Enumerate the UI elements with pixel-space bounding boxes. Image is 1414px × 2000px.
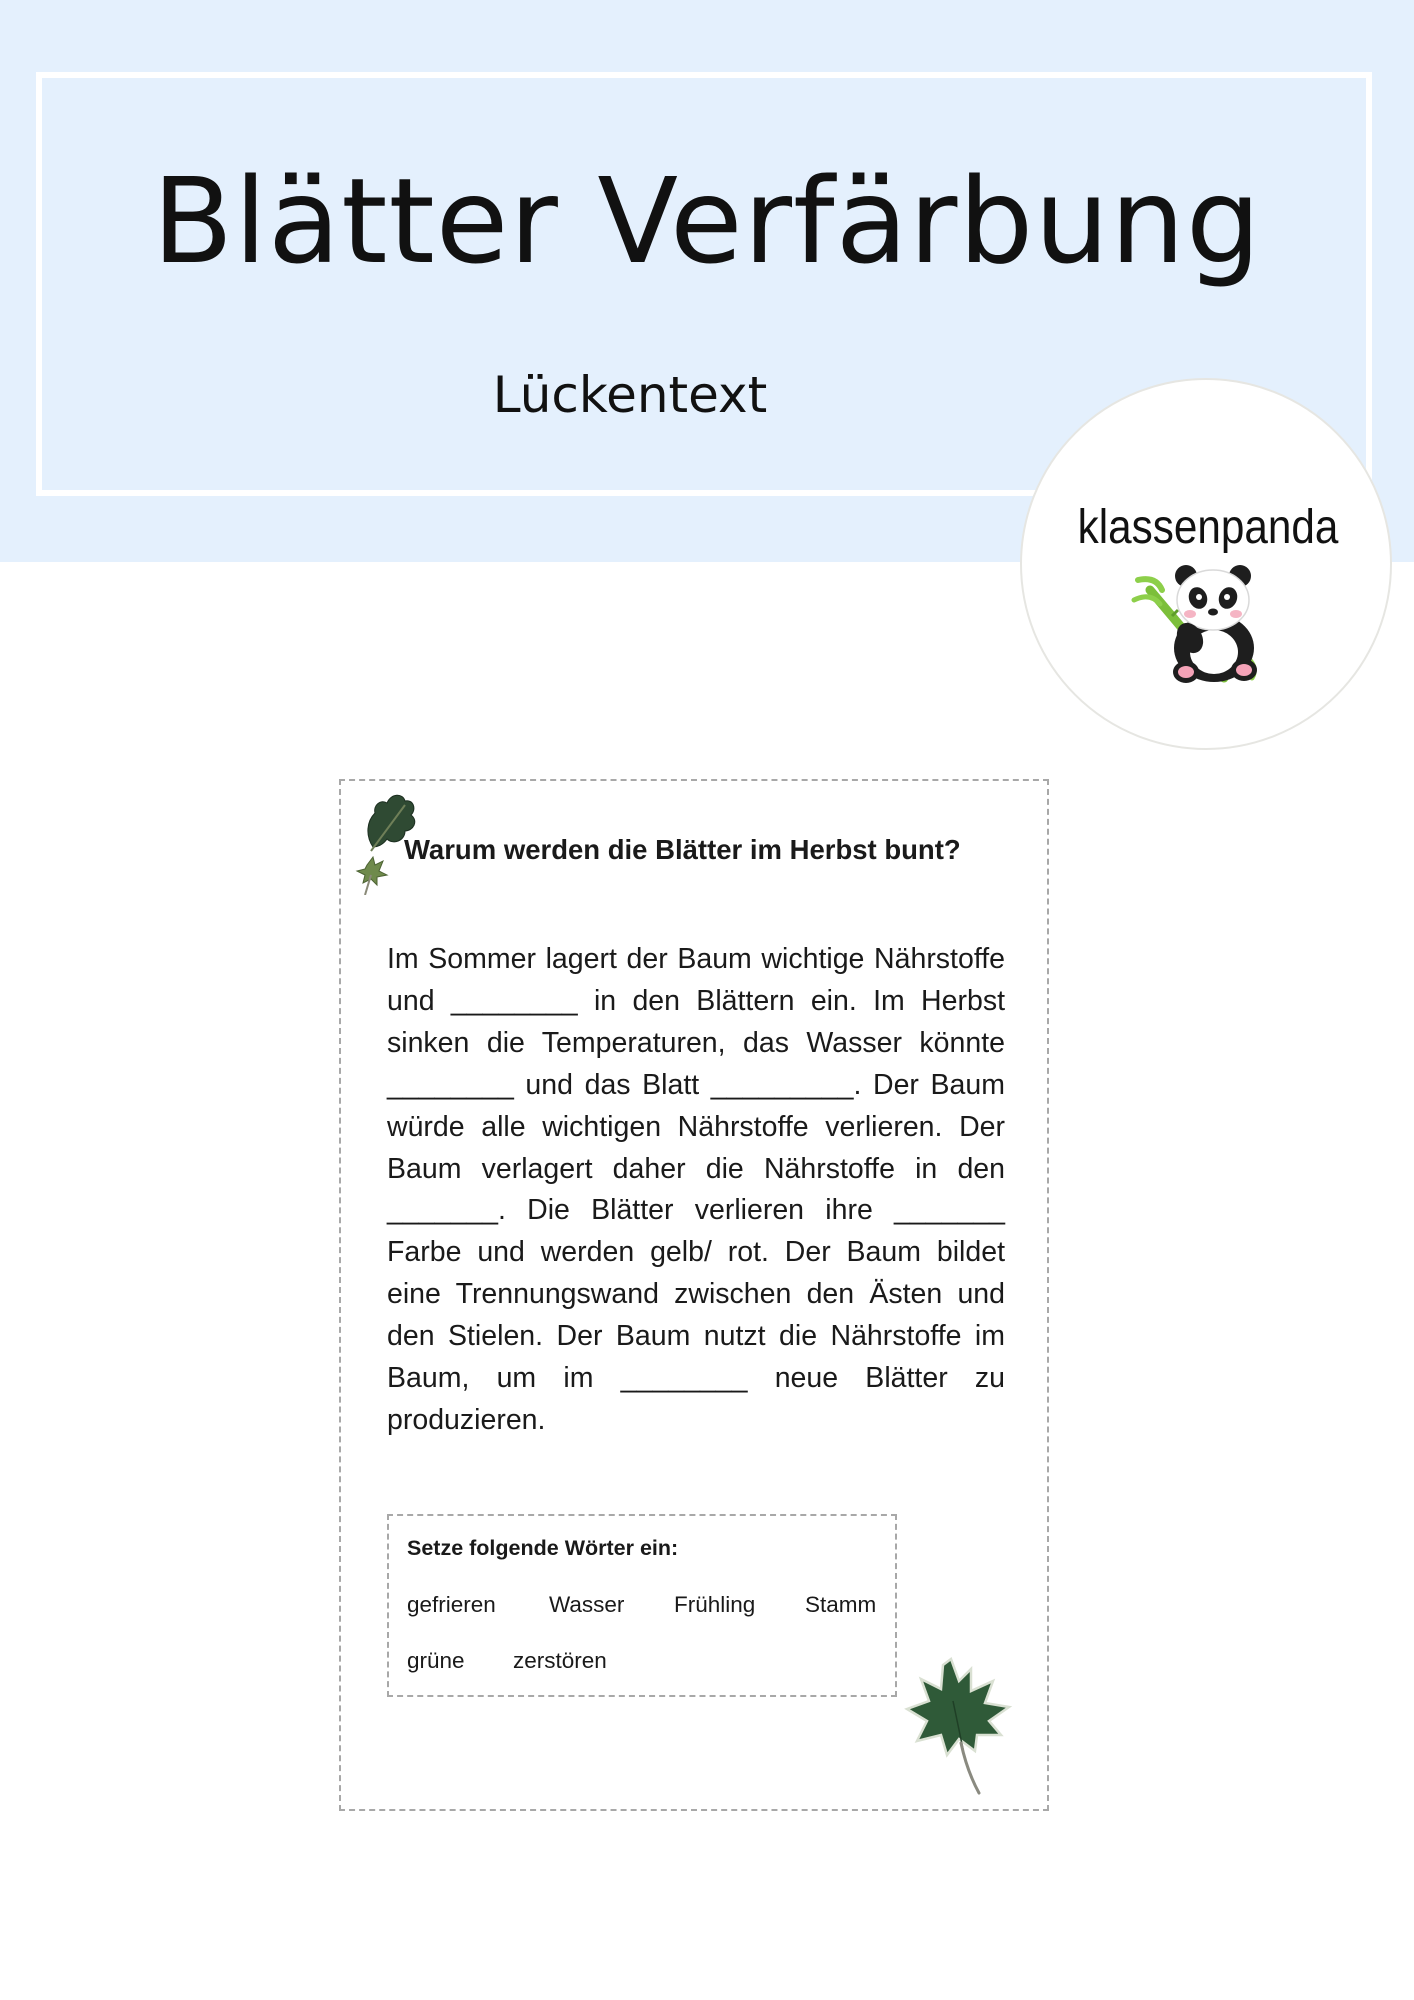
word-bank-item: grüne xyxy=(407,1648,465,1673)
brand-badge xyxy=(1020,378,1392,750)
word-bank-item: zerstören xyxy=(513,1648,607,1673)
brand-name: klassenpanda xyxy=(1077,501,1339,554)
page-title: Blätter Verfärbung xyxy=(152,152,1262,290)
page-subtitle: Lückentext xyxy=(492,366,768,424)
word-bank-item: Frühling xyxy=(674,1592,756,1617)
worksheet-question: Warum werden die Blätter im Herbst bunt? xyxy=(404,834,961,865)
panda-with-bamboo-icon xyxy=(1128,560,1288,690)
gap-text-paragraph: Im Sommer lagert der Baum wichtige Nährstoffe und ________ in den Blättern ein. Im Herbst sinken die Temperaturen, das Wasser könnte ________ und das Blatt _________. Der Baum würde alle wichtigen Nährstoffe verlieren. Der Baum verlagert daher die Nährstoffe in den _______. Die Blätter verlieren ihre _______ Farbe und werden gelb/ rot. Der Baum bildet eine Trennungswand zwischen den Ästen und den Stielen. Der Baum nutzt die Nährstoffe im Baum, um im ________ neue Blätter zu produzieren. xyxy=(387,943,1005,1436)
word-bank-item: Stamm xyxy=(805,1592,877,1617)
word-bank-item: Wasser xyxy=(549,1592,625,1617)
word-bank-title: Setze folgende Wörter ein: xyxy=(407,1536,679,1560)
word-bank-item: gefrieren xyxy=(407,1592,496,1617)
worksheet-card xyxy=(339,779,1049,1811)
maple-leaf-icon xyxy=(901,1651,1021,1801)
word-bank xyxy=(387,1514,897,1697)
